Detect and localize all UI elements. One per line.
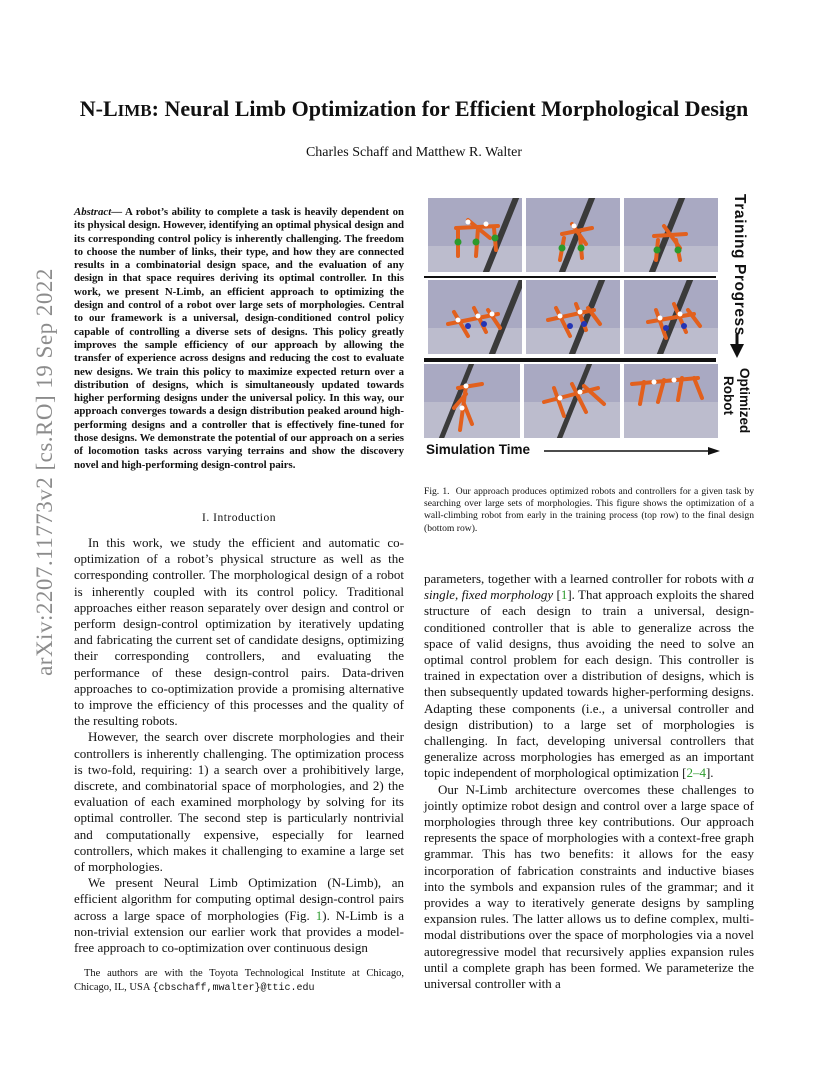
citation-link[interactable]: 2–4: [686, 765, 706, 781]
robot-icon: [428, 198, 522, 272]
footnote-text: The authors are with the Toyota Technological Institute at Chicago, Chicago, IL, USA: [74, 968, 404, 993]
robot-frame: [624, 198, 718, 272]
paper-title: [0, 96, 828, 122]
footnote-email[interactable]: {cbschaff,mwalter}@ttic.edu: [152, 982, 315, 994]
robot-icon: [624, 364, 718, 438]
robot-frame: [428, 280, 522, 354]
figure-1: [422, 196, 756, 462]
citation-link[interactable]: 1: [560, 587, 568, 603]
author-footnote: [74, 967, 404, 995]
figure-caption: [424, 486, 754, 535]
arxiv-identifier: arXiv:2207.11773v2 [cs.RO] 19 Sep 2022: [32, 268, 57, 676]
abstract: [74, 206, 404, 472]
training-progress-label: Training Progress: [731, 194, 748, 336]
right-paragraph-2: Our N-Limb architecture overcomes these challenges to jointly optimize robot design and control over a large space of morphologies through three key contributions. Our approach represents the space of morphologies with a context-free graph grammar. This has two benefits: it allows for the easy incorporation of fabrication constraints and inductive biases into the symbols and expansion rules of the grammar; and it provides a way to iteratively generate designs by sampling expansion rules. The latter allows us to define complex, multi-modal distributions over the space of morphologies via a novel autoregressive model that recursively applies expansion rules until a complete graph has been formed. We parameterize the universal controller with a: [424, 781, 754, 992]
caption-label: Fig. 1.: [424, 486, 450, 497]
robot-icon: [524, 364, 620, 438]
arrow-down-icon: [730, 334, 744, 358]
section-heading-introduction: I. Introduction: [202, 512, 276, 524]
robot-icon: [624, 198, 718, 272]
title-smallcaps: IMB: [117, 101, 152, 120]
robot-frame: [624, 280, 718, 354]
p3-text-a: We present Neural Limb Optimization (N-Limb), an efficient algorithm for computing optimal design-control pairs across a large space of morphologies (Fig.: [74, 875, 404, 923]
abstract-text: — A robot’s ability to complete a task is heavily dependent on its physical design. However, identifying an optimal physical design and its corresponding control policy is inherently challenging. The freedom to choose the number of links, their type, and how they are connected results in a combinatorial design space, and the evaluation of any design in that space requires deriving its optimal controller. In this work, we present N-Limb, an efficient approach to optimizing the design and control of a robot over large sets of morphologies. Central to our framework is a universal, design-conditioned control policy capable of controlling a diverse sets of designs. This policy greatly improves the sample efficiency of our approach by allowing the transfer of experience across designs and reducing the cost to evaluate new designs. We train this policy to maximize expected return over a distribution of designs, which is simultaneously updated towards higher performing designs under the universal policy. In this way, our approach converges towards a design distribution peaked around high-performing designs and a controller that is effectively fine-tuned for those designs. We demonstrate the potential of our approach on a series of locomotion tasks across varying terrains and show the discovery novel and high-performing design-control pairs.: [74, 206, 404, 471]
simulation-time-label: Simulation Time: [426, 442, 531, 457]
robot-icon: [526, 198, 620, 272]
robot-frame: [428, 198, 522, 272]
right-paragraph-1: parameters, together with a learned controller for robots with a single, fixed morphology [1]. That approach exploits the shared structure of each design to train a universal, design-conditioned controller that is able to generalize across the space of valid designs, thus avoiding the need to solve an optimal control problem for each design. This controller is trained in expectation over a distribution of designs, which is then subsequently updated towards higher-performing designs. Adapting these components (i.e., a universal controller and design distribution) to a large set of morphologies is challenging. In fact, developing universal controllers that generalize across morphologies has emerged as an important topic independent of morphological optimization [2–4].: [424, 571, 754, 781]
abstract-label: Abstract: [74, 206, 112, 218]
row-divider-thick: [424, 358, 716, 362]
fig-reference-link[interactable]: 1: [315, 907, 323, 923]
robot-frame: [624, 364, 718, 438]
robot-frame: [526, 198, 620, 272]
intro-paragraph-2: However, the search over discrete morphologies and their controllers is inherently challenging. The optimization process is two-fold, requiring: 1) a search over a prohibitively large, discrete, and combinatorial space of morphologies, and 2) the evaluation of each examined morphology by solving for its optimal controller. The second step is particularly nontrivial and computationally expensive, especially for learned controllers, which makes it challenging to examine a large set of morphologies.: [74, 729, 404, 875]
intro-paragraph-3: [74, 875, 404, 956]
emphasis: a single, fixed morphology: [424, 571, 754, 603]
robot-icon: [428, 280, 522, 354]
right-column-body: [424, 571, 754, 992]
caption-text: Our approach produces optimized robots and controllers for a given task by searching over large sets of morphologies. This figure shows the optimization of a wall-climbing robot from early in the training process (top row) to the final design (bottom row).: [424, 486, 754, 534]
robot-frame: [524, 364, 620, 438]
row-divider: [424, 276, 716, 278]
title-rest: : Neural Limb Optimization for Efficient Morphological Design: [151, 96, 749, 121]
paper-authors: Charles Schaff and Matthew R. Walter: [305, 145, 523, 160]
robot-icon: [624, 280, 718, 354]
p3-text-b: ). N-Limb is a non-trivial extension our earlier work that provides a model-free approach to co-optimization over continuous design: [74, 907, 404, 956]
title-prefix: N-L: [79, 96, 118, 121]
robot-frame: [526, 280, 620, 354]
arrow-right-icon: [544, 446, 720, 456]
intro-paragraph-1: In this work, we study the efficient and automatic co-optimization of a robot’s physical structure as well as the corresponding controller. The morphological design of a robot is inherently coupled with its control policy. Traditional approaches either reason separately over design and control or perform design-control optimization by iteratively updating and fabricating the current set of candidate designs, optimizing their corresponding controllers, and evaluating the performance of these design-control pairs. Data-driven approaches to co-optimization provide a promising alternative to improve the efficiency of this processes and the quality of the resulting robots.: [74, 535, 404, 729]
robot-icon: [424, 364, 520, 438]
robot-icon: [526, 280, 620, 354]
optimized-robot-label: Optimized Robot: [721, 368, 752, 434]
robot-frame: [424, 364, 520, 438]
left-column-body: [74, 535, 404, 956]
